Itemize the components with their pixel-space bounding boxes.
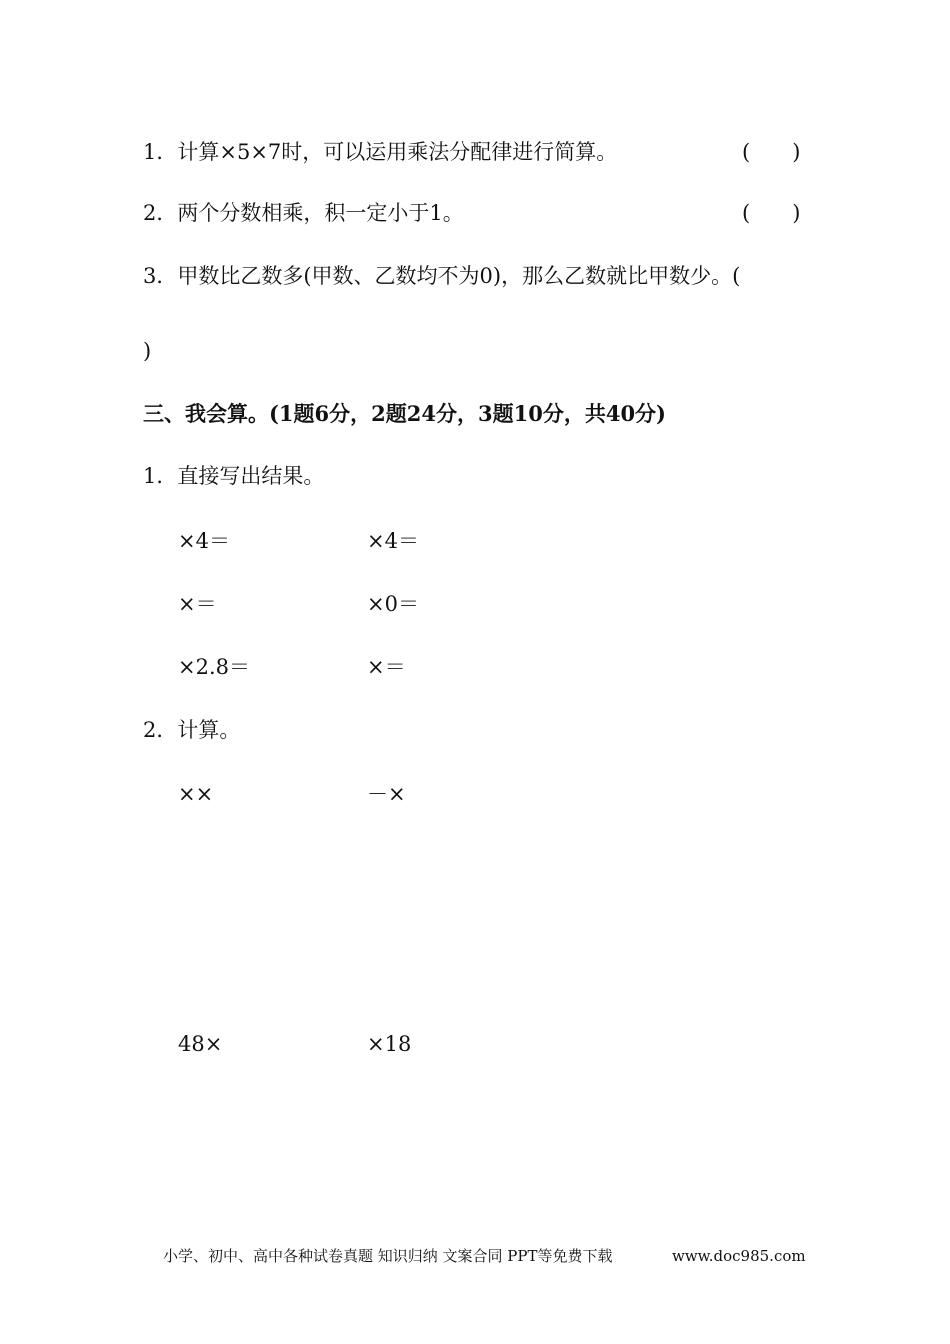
footer-text: 小学、初中、高中各种试卷真题 知识归纳 文案合同 PPT等免费下载 bbox=[163, 1247, 613, 1265]
calc-expr-4: ×18 bbox=[367, 1032, 412, 1056]
answer-bracket-2[interactable]: ( ) bbox=[742, 201, 801, 225]
judgement-item-1: 1．计算×5×7时，可以运用乘法分配律进行简算。 bbox=[143, 140, 618, 164]
question-2-label: 2．计算。 bbox=[143, 718, 241, 742]
judgement-item-3: 3．甲数比乙数多(甲数、乙数均不为0)，那么乙数就比甲数少。( bbox=[143, 264, 741, 288]
calc-expr-1: ×× bbox=[178, 782, 214, 806]
expr-2-1: ×＝ bbox=[178, 592, 217, 616]
expr-1-1: ×4＝ bbox=[178, 529, 230, 553]
expr-1-2: ×4＝ bbox=[367, 529, 419, 553]
question-1-label: 1．直接写出结果。 bbox=[143, 464, 325, 488]
footer-link[interactable]: www.doc985.com bbox=[672, 1247, 806, 1265]
judgement-item-2: 2．两个分数相乘，积一定小于1。 bbox=[143, 201, 464, 225]
section-heading: 三、我会算。(1题6分，2题24分，3题10分，共40分) bbox=[143, 401, 666, 426]
calc-expr-2: －× bbox=[367, 782, 406, 806]
expr-2-2: ×0＝ bbox=[367, 592, 419, 616]
answer-bracket-1[interactable]: ( ) bbox=[742, 140, 801, 164]
calc-expr-3: 48× bbox=[178, 1032, 223, 1056]
judgement-item-3-closing-paren: ) bbox=[143, 339, 152, 363]
expr-3-1: ×2.8＝ bbox=[178, 655, 250, 679]
expr-3-2: ×＝ bbox=[367, 655, 406, 679]
